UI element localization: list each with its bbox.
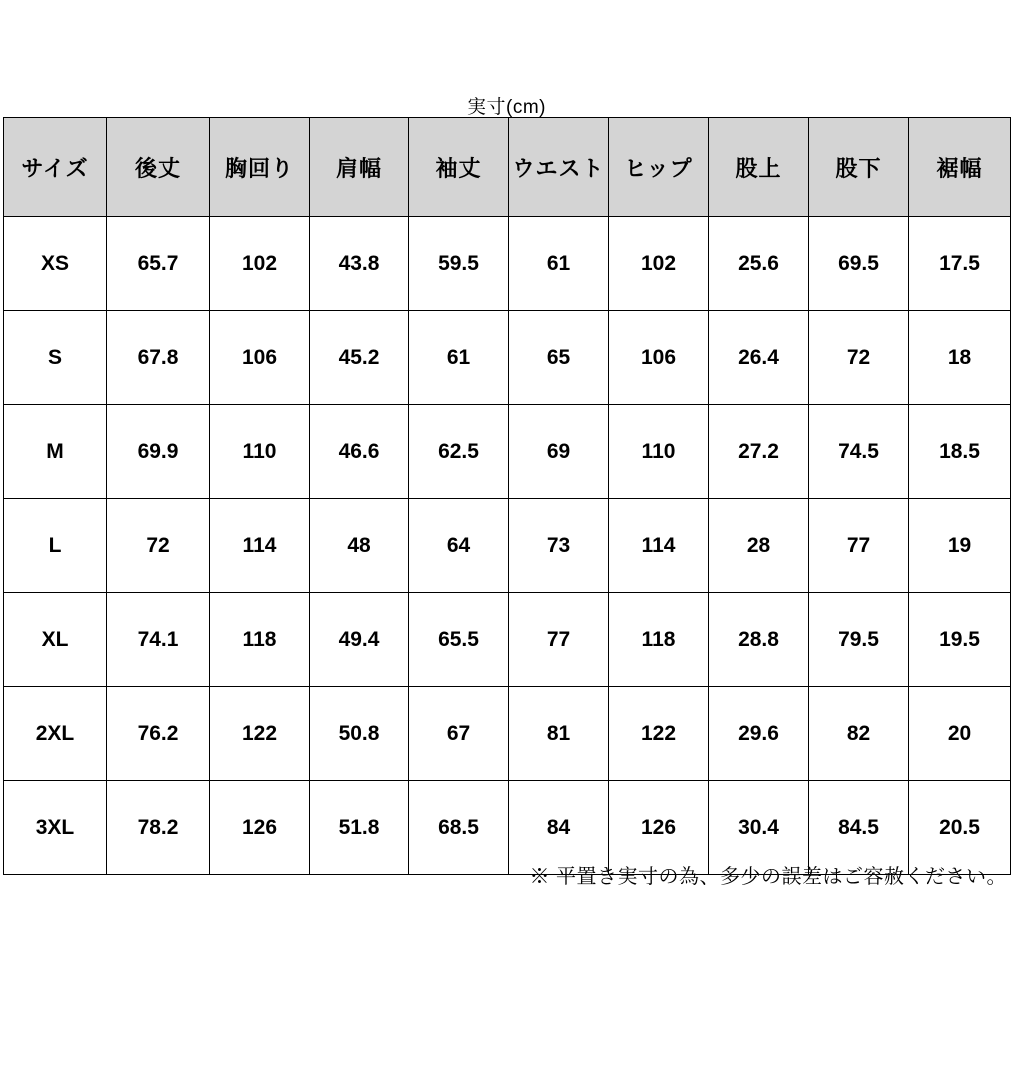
cell-hem-width: 18	[909, 311, 1011, 405]
cell-back-length: 76.2	[107, 687, 210, 781]
cell-hip: 126	[609, 781, 709, 875]
cell-sleeve: 61	[409, 311, 509, 405]
cell-back-length: 74.1	[107, 593, 210, 687]
cell-back-length: 72	[107, 499, 210, 593]
cell-inseam: 84.5	[809, 781, 909, 875]
cell-back-length: 69.9	[107, 405, 210, 499]
table-row	[4, 311, 1011, 405]
cell-hip: 122	[609, 687, 709, 781]
cell-back-length: 67.8	[107, 311, 210, 405]
cell-sleeve: 59.5	[409, 217, 509, 311]
table-header-row	[4, 118, 1011, 217]
cell-rise: 27.2	[709, 405, 809, 499]
cell-hem-width: 19	[909, 499, 1011, 593]
cell-sleeve: 65.5	[409, 593, 509, 687]
cell-chest: 118	[210, 593, 310, 687]
cell-waist: 81	[509, 687, 609, 781]
column-header-size: サイズ	[4, 118, 107, 217]
cell-hip: 102	[609, 217, 709, 311]
cell-inseam: 79.5	[809, 593, 909, 687]
cell-hem-width: 18.5	[909, 405, 1011, 499]
cell-chest: 126	[210, 781, 310, 875]
cell-shoulder: 48	[310, 499, 409, 593]
cell-sleeve: 67	[409, 687, 509, 781]
cell-waist: 69	[509, 405, 609, 499]
size-table-body	[4, 217, 1011, 875]
column-header-back-length: 後丈	[107, 118, 210, 217]
size-table-container	[3, 117, 1010, 875]
cell-inseam: 72	[809, 311, 909, 405]
cell-size: M	[4, 405, 107, 499]
cell-sleeve: 68.5	[409, 781, 509, 875]
cell-shoulder: 46.6	[310, 405, 409, 499]
cell-waist: 65	[509, 311, 609, 405]
cell-rise: 25.6	[709, 217, 809, 311]
cell-rise: 28	[709, 499, 809, 593]
column-header-hip: ヒップ	[609, 118, 709, 217]
cell-hip: 110	[609, 405, 709, 499]
table-row	[4, 593, 1011, 687]
cell-chest: 106	[210, 311, 310, 405]
cell-waist: 73	[509, 499, 609, 593]
cell-size: S	[4, 311, 107, 405]
cell-hip: 114	[609, 499, 709, 593]
cell-hem-width: 19.5	[909, 593, 1011, 687]
table-row	[4, 499, 1011, 593]
table-row	[4, 687, 1011, 781]
column-header-rise: 股上	[709, 118, 809, 217]
cell-rise: 28.8	[709, 593, 809, 687]
cell-shoulder: 50.8	[310, 687, 409, 781]
cell-rise: 26.4	[709, 311, 809, 405]
table-caption: 実寸(cm)	[467, 97, 546, 118]
size-table	[3, 117, 1011, 875]
cell-chest: 110	[210, 405, 310, 499]
column-header-shoulder: 肩幅	[310, 118, 409, 217]
cell-inseam: 74.5	[809, 405, 909, 499]
cell-inseam: 82	[809, 687, 909, 781]
cell-size: 2XL	[4, 687, 107, 781]
cell-hip: 106	[609, 311, 709, 405]
table-row	[4, 405, 1011, 499]
cell-size: 3XL	[4, 781, 107, 875]
column-header-chest: 胸回り	[210, 118, 310, 217]
cell-shoulder: 49.4	[310, 593, 409, 687]
cell-waist: 61	[509, 217, 609, 311]
cell-rise: 29.6	[709, 687, 809, 781]
cell-rise: 30.4	[709, 781, 809, 875]
cell-shoulder: 45.2	[310, 311, 409, 405]
table-row	[4, 217, 1011, 311]
cell-hem-width: 20.5	[909, 781, 1011, 875]
cell-hip: 118	[609, 593, 709, 687]
cell-waist: 84	[509, 781, 609, 875]
cell-shoulder: 51.8	[310, 781, 409, 875]
cell-chest: 102	[210, 217, 310, 311]
cell-sleeve: 62.5	[409, 405, 509, 499]
cell-inseam: 77	[809, 499, 909, 593]
column-header-inseam: 股下	[809, 118, 909, 217]
cell-waist: 77	[509, 593, 609, 687]
cell-size: XS	[4, 217, 107, 311]
cell-hem-width: 20	[909, 687, 1011, 781]
cell-inseam: 69.5	[809, 217, 909, 311]
cell-hem-width: 17.5	[909, 217, 1011, 311]
column-header-waist: ウエスト	[509, 118, 609, 217]
cell-size: L	[4, 499, 107, 593]
measurement-disclaimer: ※ 平置き実寸の為、多少の誤差はご容赦ください。	[529, 866, 1007, 888]
cell-back-length: 65.7	[107, 217, 210, 311]
size-table-head	[4, 118, 1011, 217]
column-header-sleeve: 袖丈	[409, 118, 509, 217]
cell-back-length: 78.2	[107, 781, 210, 875]
cell-chest: 122	[210, 687, 310, 781]
cell-sleeve: 64	[409, 499, 509, 593]
column-header-hem-width: 裾幅	[909, 118, 1011, 217]
cell-chest: 114	[210, 499, 310, 593]
cell-size: XL	[4, 593, 107, 687]
cell-shoulder: 43.8	[310, 217, 409, 311]
